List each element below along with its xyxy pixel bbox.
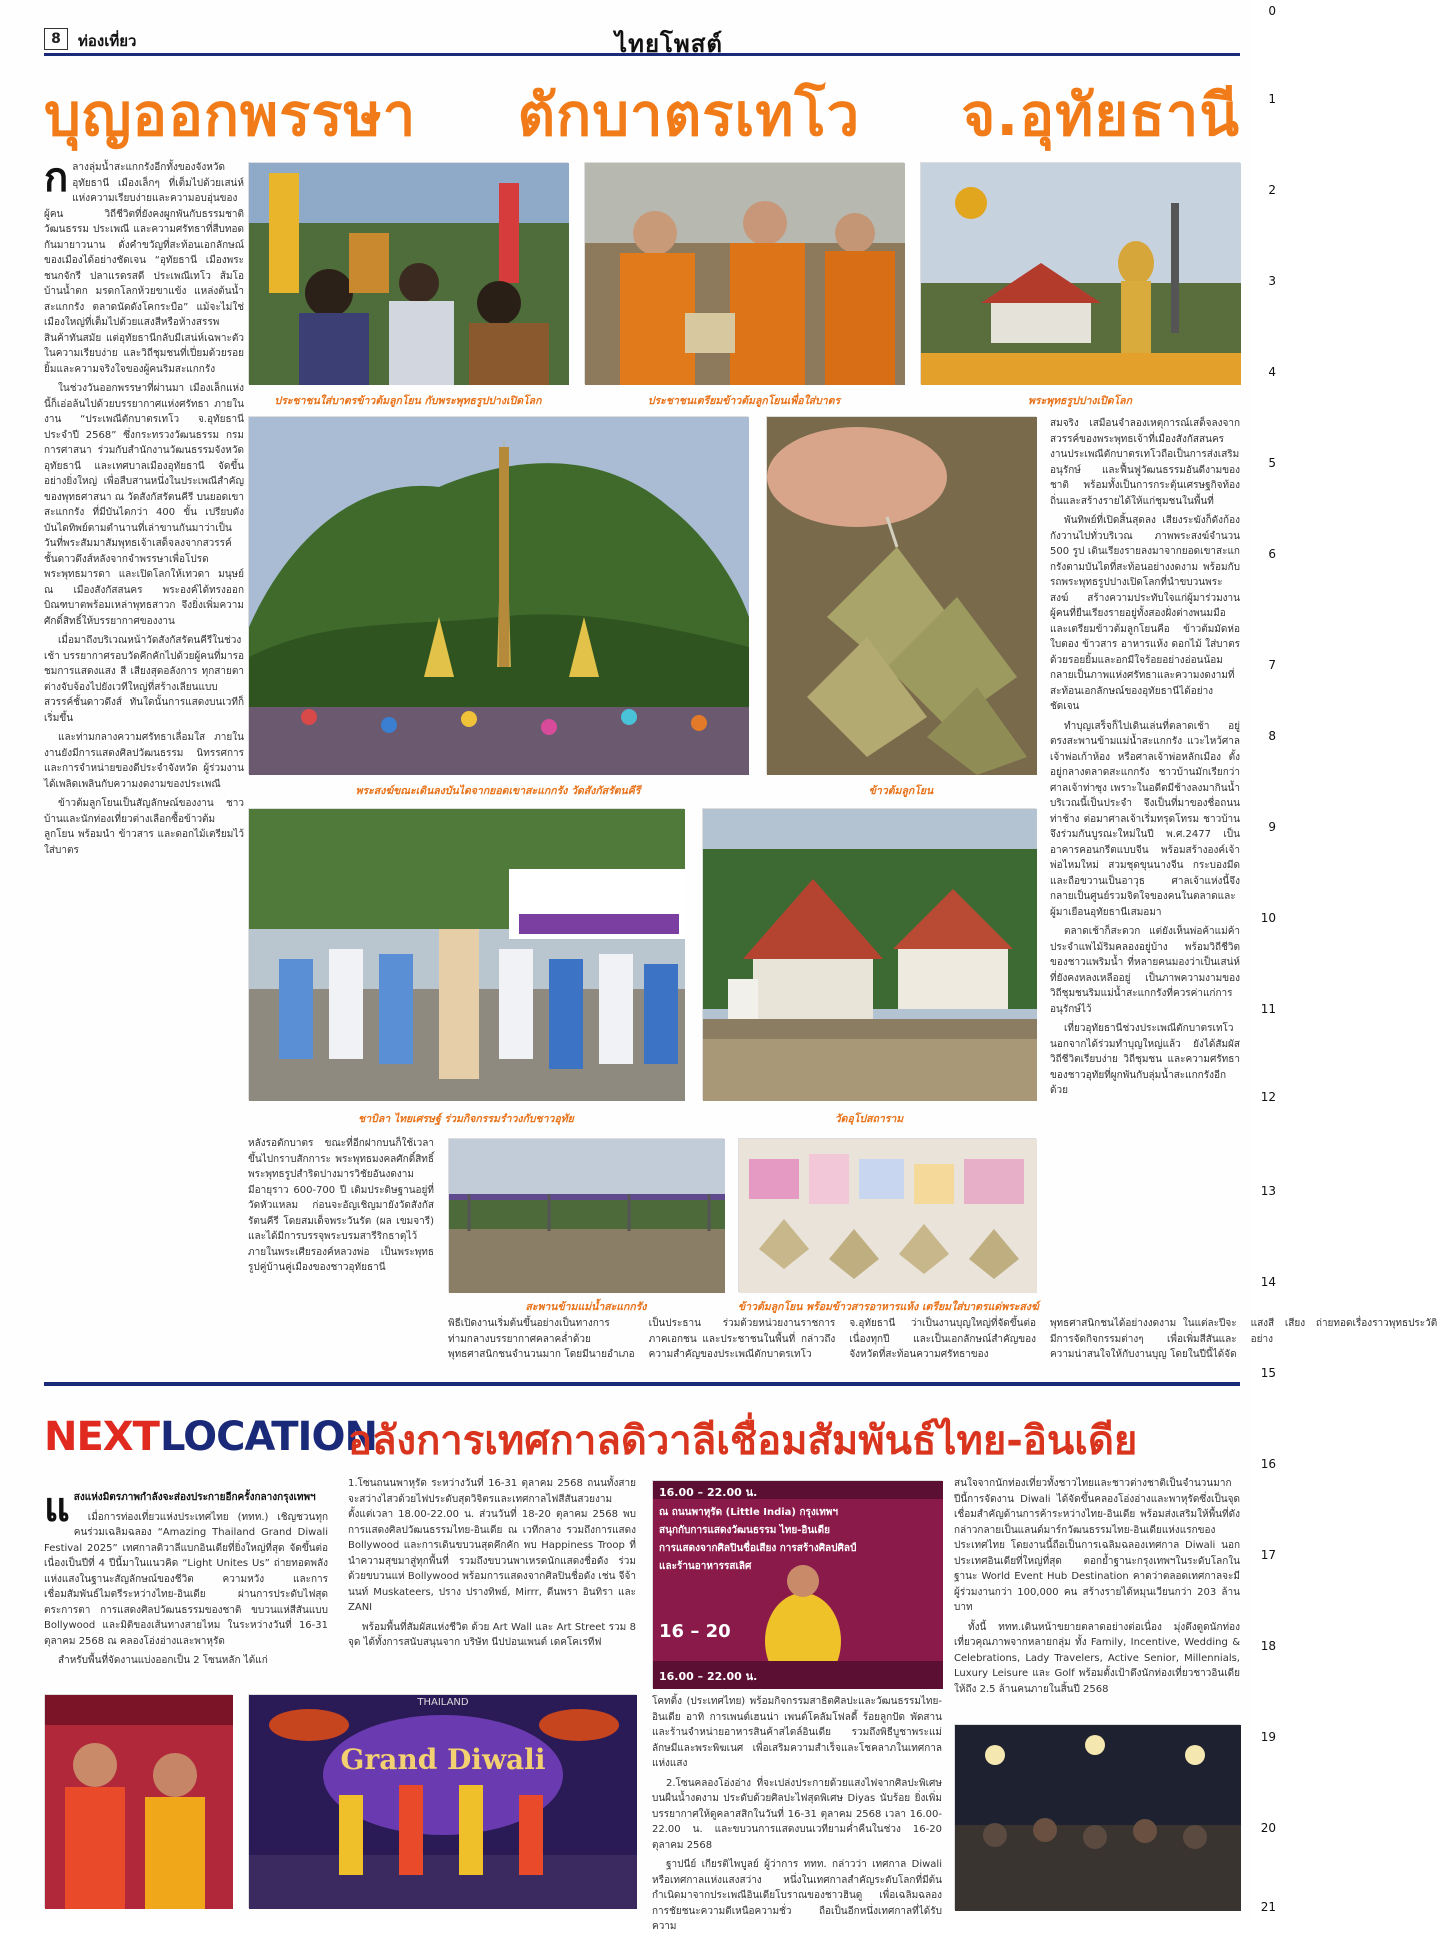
photo-night-crowd xyxy=(954,1724,1240,1910)
stage-sign: Grand Diwali xyxy=(340,1743,546,1776)
photo-khao-tom-luk-yon xyxy=(766,416,1036,774)
dropcap: ก xyxy=(44,154,69,201)
paragraph: 2.โซนคลองโอ่งอ่าง ที่จะเปล่งประกายด้วยแสงไฟจากศิลปะพิเศษบนผืนน้ำงดงาม ประดับด้วยศิลปะไฟสุดพิเศษ Diyas นับร้อย ยิ่งเพิ่มบรรยากาศให้ดูคลาสสิกในวันที่ 16-31 ตุลาคม 2568 เวลา 16.00-22.00 น. และขบวนการแสดงบนเวทียามค่ำคืนในช่วง 16-20 ตุลาคม 2568 xyxy=(652,1777,942,1851)
ruler-mark: 13 xyxy=(1260,1184,1276,1198)
paragraph: พร้อมพื้นที่สัมผัสแห่งชีวิต ด้วย Art Wall และ Art Street รวม 8 จุด ได้ทั้งการสนับสนุนจาก บริษัท นีปปอนเพนต์ เดคโคเรทีฟ xyxy=(348,1621,636,1648)
photo-caption: ข้าวต้มลูกโยน พร้อมข้าวสารอาหารแห้ง เตรียมใส่บาตรแด่พระสงฆ์ xyxy=(738,1301,1039,1313)
photo-caption: ประชาชนเตรียมข้าวต้มลูกโยนเพื่อใส่บาตร xyxy=(647,395,841,407)
paragraph: เมื่อการท่องเที่ยวแห่งประเทศไทย (ททท.) เชิญชวนทุกคนร่วมเฉลิมฉลอง “Amazing Thailand Grand Diwali Festival 2025” เทศกาลดิวาลีแบกอินเดียที่ยิ่งใหญ่ที่สุด จัดขึ้นต่อเนื่องเป็นปีที่ 4 ปีนี้มาในแนวคิด “Light Unites Us” ถ่ายทอดพลังแห่งแสงในฐานะสัญลักษณ์ของชีวิต ความหวัง และการเชื่อมสัมพันธ์ไมตรีระหว่างไทย-อินเดีย ผ่านการประดับไฟสุดตระการตา การแสดงศิลปวัฒนธรรมของชาติ ขบวนแห่สีสันแบบ Bollywood และมิติของเส้นทางสายไหม ในระหว่างวันที่ 16-31 ตุลาคม 2568 ณ คลองโอ่งอ่างและพาหุรัด xyxy=(44,1511,328,1647)
ruler-mark: 16 xyxy=(1260,1457,1276,1471)
photo-caption: ข้าวต้มลูกโยน xyxy=(868,785,934,797)
paragraph: เมื่อมาถึงบริเวณหน้าวัดสังกัสรัตนคีรีในช่วงเช้า บรรยากาศรอบวัดคึกคักไปด้วยผู้คนที่มารอชมการแสดงแสง สี เสียงสุดอลังการ ทุกสายตาต่างจับจ้องไปยังเวทีใหญ่ที่สร้างเลียนแบบสวรรค์ชั้นดาวดึงส์ ทันใดนั้นการแสดงบนเวทีก็เริ่มขึ้น xyxy=(44,635,244,724)
ruler-mark: 14 xyxy=(1260,1275,1276,1289)
article2-headline: อลังการเทศกาลดิวาลีเชื่อมสัมพันธ์ไทย-อินเดีย xyxy=(348,1418,1138,1464)
paragraph: ในช่วงวันออกพรรษาที่ผ่านมา เมืองเล็กแห่งนี้ก็เอ่อล้นไปด้วยบรรยากาศแห่งศรัทธา ภายในงาน “ประเพณีตักบาตรเทโว จ.อุทัยธานี ประจำปี 2568” ซึ่งกระทรวงวัฒนธรรม กรมการศาสนา ร่วมกับสำนักงานวัฒนธรรมจังหวัดอุทัยธานี และเทศบาลเมืองอุทัยธานี จัดขึ้นอย่างยิ่งใหญ่ เพื่อสืบสานหนึ่งในประเพณีสำคัญของพุทธศาสนา ณ วัดสังกัสรัตนคีรี บนยอดเขาสะแกกรัง ที่มีบันไดกว่า 400 ขั้น เปรียบดังบันไดทิพย์ตามตำนานที่เล่าขานกันมาว่าเป็นวันที่พระสัมมาสัมพุทธเจ้าเสด็จลงจากสวรรค์ชั้นดาวดึงส์หลังจากจำพรรษาเพื่อโปรดพระพุทธมารดา และเปิดโลกให้เทวดา มนุษย์ ณ เมืองสังกัสสนคร พระองค์ได้ทรงออกบิณฑบาตพร้อมเหล่าพุทธสาวก จึงยิ่งเพิ่มความศักดิ์สิทธิ์ให้บรรยากาศของงาน xyxy=(44,383,244,627)
ruler-mark: 10 xyxy=(1260,911,1276,925)
photo-caption: พระพุทธรูปปางเปิดโลก xyxy=(1028,395,1132,407)
paragraph: ข้าวต้มลูกโยนเป็นสัญลักษณ์ของงาน ชาวบ้านและนักท่องเที่ยวต่างเลือกซื้อข้าวต้มลูกโยน พร้อมนำ ข้าวสาร และดอกไม้เตรียมไว้ใส่บาตร xyxy=(44,798,244,856)
ruler-mark: 1 xyxy=(1268,92,1276,106)
ruler-mark: 12 xyxy=(1260,1090,1276,1104)
photo-mountain-staircase xyxy=(248,416,748,774)
badge-next: NEXT xyxy=(44,1414,159,1460)
paragraph: เที่ยวอุทัยธานีช่วงประเพณีตักบาตรเทโว นอกจากได้ร่วมทำบุญใหญ่แล้ว ยังได้สัมผัสวิถีชีวิตเรียบง่าย วิถีชุมชน และความศรัทธาของชาวอุทัยที่ผูกพันกับลุ่มน้ำสะแกกรังอีกด้วย xyxy=(1050,1023,1240,1096)
photo-caption: ชาบิลา ไทยเศรษฐ์ ร่วมกิจกรรมรำวงกับชาวอุทัย xyxy=(358,1113,574,1125)
section-divider xyxy=(44,1382,1240,1386)
badge-location: LOCATION xyxy=(160,1414,377,1460)
ruler-mark: 18 xyxy=(1260,1639,1276,1653)
article2-column-4 xyxy=(954,1476,1240,1698)
ruler-mark: 11 xyxy=(1260,1002,1276,1016)
photo-monks xyxy=(584,162,904,384)
photo-caption: สะพานข้ามแม่น้ำสะแกกรัง xyxy=(525,1301,647,1313)
photo-dancers-costume xyxy=(44,1694,232,1908)
main-headline xyxy=(44,68,1240,152)
paragraph: 1.โซนถนนพาหุรัด ระหว่างวันที่ 16-31 ตุลาคม 2568 ถนนทั้งสายจะสว่างไสวด้วยไฟประดับสุดวิจิตรและเทศกาลไฟสีสันสวยงามตั้งแต่เวลา 18.00-22.00 น. ส่วนวันที่ 18-20 ตุลาคม 2568 พบการแสดงศิลปวัฒนธรรมไทย-อินเดีย ณ เวทีกลาง รวมถึงการแสดง Bollywood และการเดินขบวนสุดคึกคัก พบ Happiness Troop ที่นำความสุขมาสู่ทุกพื้นที่ รวมถึงขบวนพาเหรดนักแสดงชื่อดัง ร่วมด้วยขบวนแห่ Bollywood พร้อมการแสดงจากศิลปินชื่อดัง เช่น จีจ้า นนท์ Muskateers, ปราง ปรางทิพย์, Mirrr, ดีนพรา อินทิรา และ ZANI xyxy=(348,1478,636,1613)
lead-text: สงแห่งมิตรภาพกำลังจะส่องประกายอีกครั้งกลางกรุงเทพฯ xyxy=(73,1492,316,1503)
article2-column-3 xyxy=(652,1694,942,1932)
article1-column-4 xyxy=(1050,416,1240,1376)
headline-part: ตักบาตรเทโว xyxy=(517,81,861,149)
paragraph: สมจริง เสมือนจำลองเหตุการณ์เสด็จลงจากสวรรค์ของพระพุทธเจ้าที่เมืองสังกัสสนคร งานประเพณีตักบาตรเทโวถือเป็นการส่งเสริมอนุรักษ์ และฟื้นฟูวัฒนธรรมอันดีงามของชาติ พร้อมทั้งเป็นการกระตุ้นเศรษฐกิจท้องถิ่นและสร้างรายได้ให้แก่ชุมชนในพื้นที่ xyxy=(1050,418,1240,507)
page-header xyxy=(44,24,1240,56)
ruler-mark: 19 xyxy=(1260,1730,1276,1744)
stage-top-text: THAILAND xyxy=(417,1697,469,1708)
ruler-mark: 15 xyxy=(1260,1366,1276,1380)
paragraph: หลังรอตักบาตร ขณะที่อีกฝากบนก็ใช้เวลาขึ้นไปกราบสักการะ พระพุทธมงคลศักดิ์สิทธิ์ พระพุทธรูปสำริดปางมารวิชัยอันงดงาม มีอายุราว 600-700 ปี เดิมประดิษฐานอยู่ที่วัดหัวแหลม ก่อนจะอัญเชิญมายังวัดสังกัสรัตนคีรี โดยสมเด็จพระวันรัต (ผล เขมจารี) และได้มีการบรรจุพระบรมสารีริกธาตุไว้ภายในพระเศียรองค์หลวงพ่อ เป็นพระพุทธรูปคู่บ้านคู่เมืองของชาวอุทัยธานี xyxy=(248,1138,434,1273)
ruler-mark: 20 xyxy=(1260,1821,1276,1835)
paragraph: ลางลุ่มน้ำสะแกกรังอีกทั้งของจังหวัดอุทัยธานี เมืองเล็กๆ ที่เต็มไปด้วยเสน่ห์แห่งความเรียบง่ายและความอบอุ่นของผู้คน วิถีชีวิตที่ยังคงผูกพันกับธรรมชาติ วัฒนธรรม ประเพณี และความศรัทธาที่สืบทอดกันมายาวนาน ดั่งคำขวัญที่สะท้อนเอกลักษณ์ของเมืองได้อย่างชัดเจน “อุทัยธานี เมืองพระชนกจักรี ปลาแรดรสดี ประเพณีเทโว ส้มโอบ้านน้ำตก มรดกโลกห้วยขาแข้ง แหล่งต้นน้ำสะแกกรัง ตลาดนัดดังโคกระบือ” แม้จะไม่ใช่เมืองใหญ่ที่เต็มไปด้วยแสงสีหรือห้างสรรพสินค้าทันสมัย แต่อุทัยธานีกลับมีเสน่ห์เฉพาะตัวในความเรียบง่าย และวิถีชุมชนที่เปี่ยมด้วยรอยยิ้มและความจริงใจของผู้คนริมสะแกกรัง xyxy=(44,162,244,375)
masthead-logo: ไทยโพสต์ xyxy=(615,29,723,58)
article1-column-1 xyxy=(44,154,244,1372)
photo-grand-diwali-stage xyxy=(248,1694,636,1908)
photo-bridge xyxy=(448,1138,724,1292)
article2-column-1 xyxy=(44,1484,328,1690)
photo-caption: วัดอุโปสถาราม xyxy=(834,1113,904,1125)
photo-temple-uposatharam xyxy=(702,808,1036,1100)
photo-dance-group xyxy=(248,808,684,1100)
poster-time2: 16.00 – 22.00 น. xyxy=(659,1670,758,1683)
ruler-mark: 4 xyxy=(1268,365,1276,379)
dropcap: แ xyxy=(44,1484,70,1531)
photo-caption: ประชาชนใส่บาตรข้าวต้มลูกโยน กับพระพุทธรูปปางเปิดโลก xyxy=(274,395,542,407)
ruler-mark: 7 xyxy=(1268,658,1276,672)
paragraph: ฐาปนีย์ เกียรติไพบูลย์ ผู้ว่าการ ททท. กล่าวว่า เทศกาล Diwali หรือเทศกาลแห่งแสงสว่าง หนึ่งในเทศกาลสำคัญระดับโลกที่มีต้นกำเนิดมาจากประเพณีอินเดียโบราณของชาวฮินดู เพื่อเฉลิมฉลองการชัยชนะความดีเหนือความชั่ว ถือเป็นอีกหนึ่งเทศกาลที่ได้รับความ xyxy=(652,1859,942,1932)
ruler-mark: 17 xyxy=(1260,1548,1276,1562)
paragraph: สำหรับพื้นที่จัดงานแบ่งออกเป็น 2 โซนหลัก ได้แก่ xyxy=(58,1655,268,1666)
ruler-mark: 3 xyxy=(1268,274,1276,288)
poster-line2: การแสดงจากศิลปินชื่อเสียง การสร้างศิลปศิลป์ xyxy=(659,1543,857,1554)
poster-line1: สนุกกับการแสดงวัฒนธรรม ไทย-อินเดีย xyxy=(659,1525,831,1536)
photo-diwali-poster xyxy=(652,1480,942,1688)
page-ruler xyxy=(1250,0,1286,1920)
paragraph: ตลาดเช้าก็สะดวก แต่ยังเห็นพ่อค้าแม่ค้าประจำแพไม้ริมคลองอยู่บ้าง พร้อมวิถีชีวิตของชาวแพริมน้ำ ที่หลายคนมองว่าเป็นเสน่ห์ที่ยังคงหลงเหลืออยู่ เป็นภาพความงามของวิถีชุมชนริมแม่น้ำสะแกกรังที่ควรค่าแก่การอนุรักษ์ไว้ xyxy=(1050,926,1240,1015)
paragraph: สนใจจากนักท่องเที่ยวทั้งชาวไทยและชาวต่างชาติเป็นจำนวนมาก ปีนี้การจัดงาน Diwali ได้จัดขึ้นคลองโอ่งอ่างและพาหุรัดซึ่งเป็นจุดเชื่อมสำคัญด้านการค้าระหว่างไทย-อินเดีย พร้อมส่งเสริมให้พื้นที่ดังกล่าวกลายเป็นแลนด์มาร์กวัฒนธรรมไทย-อินเดียแห่งแรกของประเทศไทย โดยงานนี้ถือเป็นการเฉลิมฉลองเทศกาล Diwali นอกประเทศอินเดียที่ใหญ่ที่สุด ตอกย้ำฐานะกรุงเทพฯในระดับโลกในฐานะ World Event Hub Destination คาดว่าตลอดเทศกาลจะมีผู้ร่วมงานกว่า 100,000 คน สร้างรายได้หมุนเวียนกว่า 203 ล้านบาท xyxy=(954,1478,1240,1613)
paragraph: ทั้งนี้ ททท.เดินหน้าขยายตลาดอย่างต่อเนื่อง มุ่งดึงดูดนักท่องเที่ยวคุณภาพจากหลายกลุ่ม ทั้ง Family, Incentive, Wedding & Celebrations, Lady Travelers, Active Senior, Millennials, Luxury Leisure และ Golf พร้อมตั้งเป้าดึงนักท่องเที่ยวชาวอินเดียให้ถึง 2.5 ล้านคนภายในสิ้นปี 2568 xyxy=(954,1621,1240,1695)
article1-column-2 xyxy=(248,1136,434,1372)
ruler-mark: 8 xyxy=(1268,729,1276,743)
section-name: ท่องเที่ยว xyxy=(78,32,137,50)
photo-offering-table xyxy=(738,1138,1036,1292)
ruler-mark: 6 xyxy=(1268,547,1276,561)
headline-part: บุญออกพรรษา xyxy=(44,81,417,149)
paragraph: โคทติ้ง (ประเทศไทย) พร้อมกิจกรรมสาธิตศิลปะและวัฒนธรรมไทย-อินเดีย อาทิ การเพนต์เฮนน่า เพนต์โคลัมโฟลดี้ ร้อยลูกปัด พัดสานและร้านจำหน่ายอาหารสินค้าสไตล์อินเดีย รวมถึงพิธีบูชาพระแม่ลักษมีและพระพิฆเนศ เพื่อเสริมความสำเร็จและโชคลาภในเทศกาลแห่งแสง xyxy=(652,1696,942,1769)
ruler-mark: 0 xyxy=(1268,4,1276,18)
paragraph: พันทิพย์ที่เปิดสิ้นสุดลง เสียงระฆังก็ดังก้องกังวานไปทั่วบริเวณ ภาพพระสงฆ์จำนวน 500 รูป เดินเรียงรายลงมาจากยอดเขาสะแกกรังตามบันไดที่สะท้อนอย่างงดงาม พร้อมกับรถพระพุทธรูปปางเปิดโลกที่นำขบวนพระสงฆ์ สร้างความประทับใจแก่ผู้มาร่วมงาน ผู้คนที่ยืนเรียงรายอยู่ทั้งสองฝั่งต่างพนมมือและเตรียมข้าวต้มลูกโยนคือ ข้าวต้มมัดห่อใบตอง ข้าวสาร อาหารแห้ง ดอกไม้ ใส่บาตรด้วยรอยยิ้มและอกมีใจร้อยอย่างอ่อนน้อม กลายเป็นภาพแห่งศรัทธาและความงดงามที่สะท้อนเอกลักษณ์ของอุทัยธานีได้อย่างชัดเจน xyxy=(1050,515,1240,712)
next-location-badge xyxy=(44,1412,377,1470)
photo-alms-crowd xyxy=(248,162,568,384)
poster-venue: ณ ถนนพาหุรัด (Little India) กรุงเทพฯ xyxy=(659,1507,839,1518)
paragraph: พิธีเปิดงานเริ่มต้นขึ้นอย่างเป็นทางการ ท่ามกลางบรรยากาศคลาคล่ำด้วยพุทธศาสนิกชนจำนวนมาก โดยมีนายอำเภอเป็นประธาน ร่วมด้วยหน่วยงานราชการ ภาคเอกชน และประชาชนในพื้นที่ กล่าวถึงความสำคัญของประเพณีตักบาตรเทโว จ.อุทัยธานี ว่าเป็นงานบุญใหญ่ที่จัดขึ้นต่อเนื่องทุกปี และเป็นเอกลักษณ์สำคัญของจังหวัดที่สะท้อนความศรัทธาของพุทธศาสนิกชนได้อย่างงดงาม ในแต่ละปีจะมีการจัดกิจกรรมต่างๆ เพื่อเพิ่มสีสันและความน่าสนใจให้กับงานบุญ โดยในปีนี้ได้จัดแสงสี เสียง ถ่ายทอดเรื่องราวพุทธประวัติอย่าง xyxy=(448,1318,1437,1360)
article2-column-2 xyxy=(348,1476,636,1686)
ruler-mark: 21 xyxy=(1260,1900,1276,1914)
photo-buddha-statue xyxy=(920,162,1240,384)
poster-line3: และร้านอาหารรสเลิศ xyxy=(659,1561,752,1572)
photo-caption: พระสงฆ์ขณะเดินลงบันไดจากยอดเขาสะแกกรัง วัดสังกัสรัตนคีรี xyxy=(355,785,641,797)
page-number: 8 xyxy=(44,28,68,50)
ruler-mark: 5 xyxy=(1268,456,1276,470)
paragraph: ทำบุญเสร็จก็ไปเดินเล่นที่ตลาดเช้า อยู่ตรงสะพานข้ามแม่น้ำสะแกกรัง แวะไหว้ศาลเจ้าพ่อเก้าห้อง หรือศาลเจ้าพ่อหลักเมือง ตั้งอยู่กลางตลาดสะแกกรัง ชาวบ้านมักเรียกว่าศาลเจ้าท่าซุง เพราะในอดีตมีช้างลงมากินน้ำบริเวณนี้เป็นประจำ จึงเป็นที่มาของชื่อถนนท่าช้าง ต่อมาศาลเจ้าเริ่มทรุดโทรม ชาวบ้านจึงร่วมกันบูรณะใหม่ในปี พ.ศ.2477 เป็นอาคารคอนกรีตแบบจีน พร้อมสร้างองค์เจ้าพ่อไหมใหม่ สวมชุดขุนนางจีน กระบองมีด และถือขวานเป็นอาวุธ ศาลเจ้าแห่งนี้จึงกลายเป็นศูนย์รวมจิตใจของคนในตลาดและผู้มาเยือนอุทัยธานีเสมอมา xyxy=(1050,720,1240,918)
poster-dates: 16 – 20 xyxy=(659,1621,731,1642)
paragraph: และท่ามกลางความศรัทธาเลื่อมใส ภายในงานยังมีการแสดงศิลปวัฒนธรรม นิทรรศการ และการจำหน่ายของดีประจำจังหวัด ผู้ร่วมงานได้เพลิดเพลินกับความงดงามของประเพณี xyxy=(44,732,244,790)
headline-part: จ.อุทัยธานี xyxy=(961,81,1240,149)
poster-time: 16.00 – 22.00 น. xyxy=(659,1486,758,1499)
ruler-mark: 9 xyxy=(1268,820,1276,834)
ruler-mark: 2 xyxy=(1268,183,1276,197)
